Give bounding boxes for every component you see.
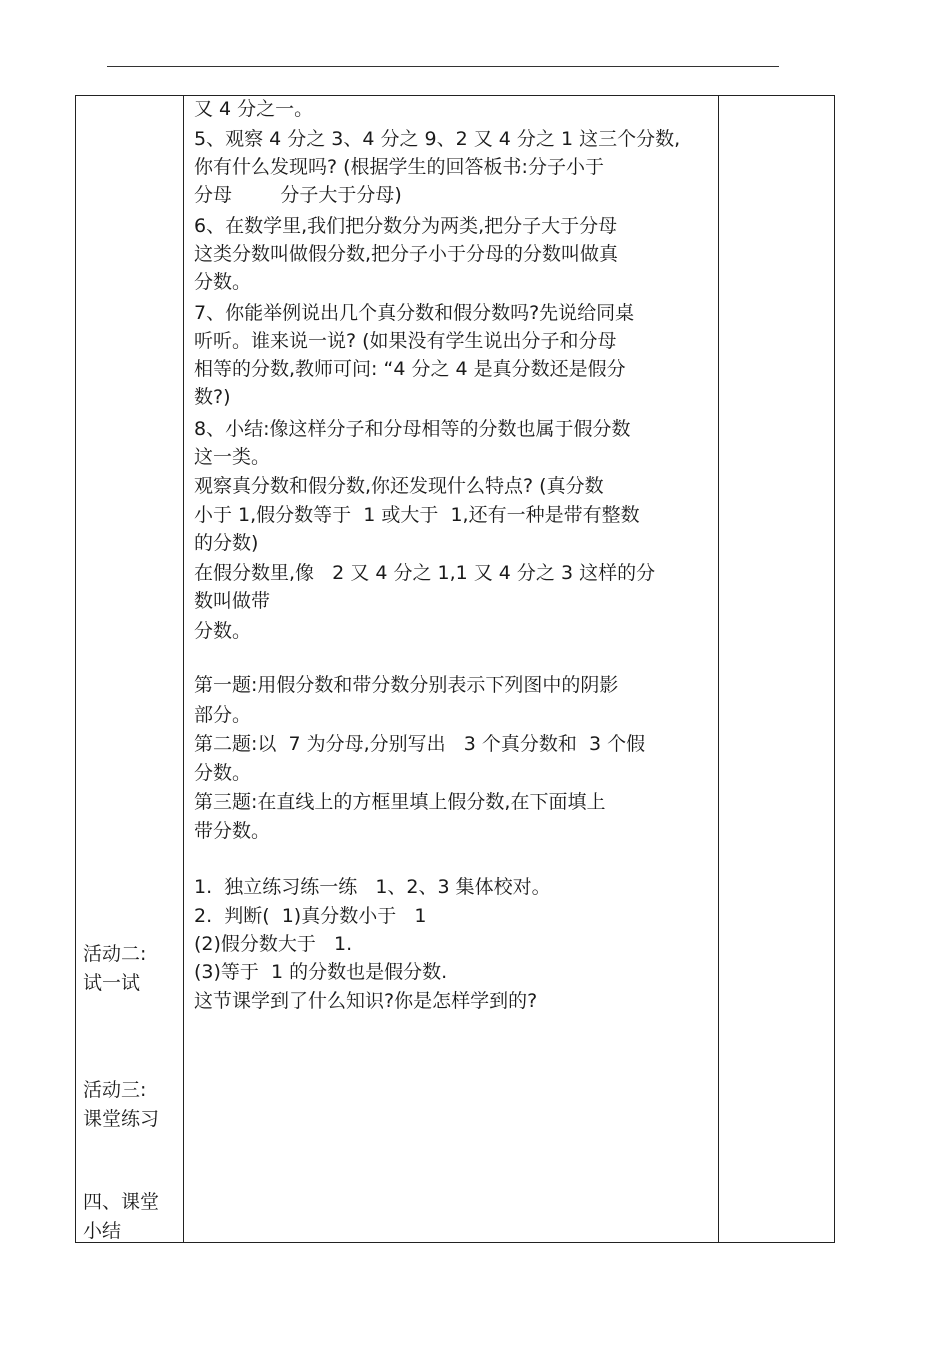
text-line: 分母 分子大于分母) <box>194 184 402 206</box>
activity-subtitle: 小结 <box>83 1220 122 1242</box>
text-line: 相等的分数,教师可问: “4 分之 4 是真分数还是假分 <box>194 358 626 380</box>
text-line: 观察真分数和假分数,你还发现什么特点? (真分数 <box>194 475 604 497</box>
activity-label-practice <box>83 1076 183 1134</box>
header-rule <box>107 66 779 67</box>
text-line: 这类分数叫做假分数,把分子小于分母的分数叫做真 <box>194 243 619 265</box>
text-line: 数?) <box>194 386 231 408</box>
activity-subtitle: 试一试 <box>83 972 141 994</box>
text-line: 这一类。 <box>194 446 271 468</box>
text-line: 分数。 <box>194 620 252 642</box>
text-line: (2)假分数大于 1. <box>194 933 353 955</box>
text-line: 第一题:用假分数和带分数分别表示下列图中的阴影 <box>194 674 619 696</box>
text-line: 又 4 分之一。 <box>194 98 314 120</box>
text-line: 带分数。 <box>194 820 271 842</box>
text-line: 2. 判断( 1)真分数小于 1 <box>194 905 427 927</box>
text-line: 第二题:以 7 为分母,分别写出 3 个真分数和 3 个假 <box>194 733 646 755</box>
text-line: 分数。 <box>194 271 252 293</box>
text-line: (3)等于 1 的分数也是假分数. <box>194 961 448 983</box>
text-line: 第三题:在直线上的方框里填上假分数,在下面填上 <box>194 791 606 813</box>
text-line: 5、观察 4 分之 3、4 分之 9、2 又 4 分之 1 这三个分数, <box>194 128 681 150</box>
text-line: 小于 1,假分数等于 1 或大于 1,还有一种是带有整数 <box>194 504 640 526</box>
text-line: 部分。 <box>194 704 252 726</box>
text-line: 在假分数里,像 2 又 4 分之 1,1 又 4 分之 3 这样的分 <box>194 562 656 584</box>
text-line: 分数。 <box>194 762 252 784</box>
lesson-plan-table <box>75 95 835 1243</box>
activity-title: 四、课堂 <box>83 1191 160 1213</box>
text-line: 数叫做带 <box>194 590 271 612</box>
activity-title: 活动三: <box>83 1079 147 1101</box>
text-line: 6、在数学里,我们把分数分为两类,把分子大于分母 <box>194 215 618 237</box>
text-line: 7、你能举例说出几个真分数和假分数吗?先说给同桌 <box>194 302 635 324</box>
text-line: 的分数) <box>194 532 259 554</box>
text-line: 1. 独立练习练一练 1、2、3 集体校对。 <box>194 876 551 898</box>
text-line: 听听。谁来说一说? (如果没有学生说出分子和分母 <box>194 330 617 352</box>
content-column <box>184 96 718 1242</box>
text-line: 你有什么发现吗? (根据学生的回答板书:分子小于 <box>194 156 604 178</box>
notes-column <box>719 96 834 1242</box>
text-line: 8、小结:像这样分子和分母相等的分数也属于假分数 <box>194 418 631 440</box>
activity-label-try <box>83 940 183 998</box>
text-line: 这节课学到了什么知识?你是怎样学到的? <box>194 990 538 1012</box>
activity-subtitle: 课堂练习 <box>83 1108 160 1130</box>
activity-label-summary <box>83 1188 183 1246</box>
activity-title: 活动二: <box>83 943 147 965</box>
activity-column <box>76 96 183 1242</box>
